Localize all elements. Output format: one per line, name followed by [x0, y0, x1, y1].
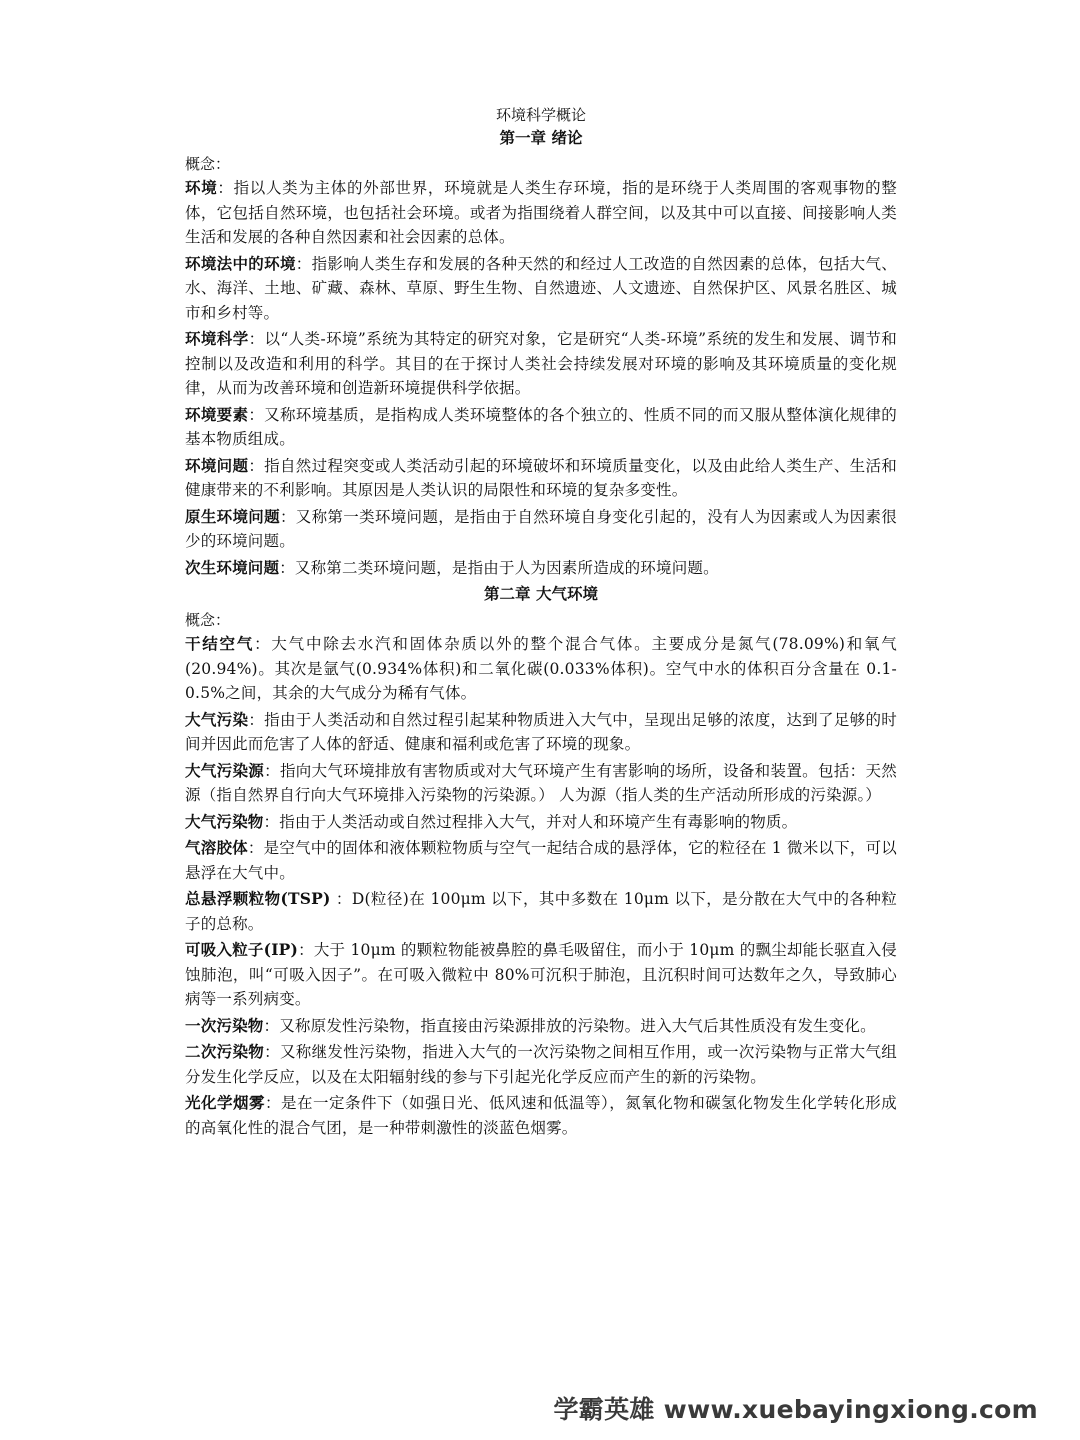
definition-term: 环境法中的环境 [185, 253, 296, 273]
chapter-2 [185, 582, 897, 1140]
definition-term: 二次污染物 [185, 1042, 265, 1061]
definition-term: 可吸入粒子(IP) [185, 940, 299, 959]
definition-text: 指向大气环境排放有害物质或对大气环境产生有害影响的场所，设备和装置。包括：天然源（指自然界自行向大气环境排入污染物的污染源。） 人为源（指人类的生产活动所形成的污染源。） [185, 761, 897, 804]
definition-text: 指由于人类活动或自然过程排入大气，并对人和环境产生有毒影响的物质。 [279, 812, 798, 831]
definition-term: 环境科学 [185, 329, 249, 348]
definition-entry [185, 759, 897, 808]
definition-text: 又称环境基质，是指构成人类环境整体的各个独立的、性质不同的而又服从整体演化规律的基本物质组成。 [185, 405, 897, 448]
definition-text: 是空气中的固体和液体颗粒物质与空气一起结合成的悬浮体，它的粒径在 1 微米以下，可以悬浮在大气中。 [185, 839, 898, 882]
chapter-2-heading: 第二章 大气环境 [484, 584, 598, 603]
definition-separator: ： [330, 890, 352, 908]
definition-text: 指自然过程突变或人类活动引起的环境破坏和环境质量变化，以及由此给人类生产、生活和健康带来的不利影响。其原因是人类认识的局限性和环境的复杂多变性。 [185, 456, 897, 499]
site-watermark: 学霸英雄 www.xuebayingxiong.com [553, 1395, 1038, 1424]
definition-entry [185, 403, 897, 452]
definition-text: 以“人类-环境”系统为其特定的研究对象，它是研究“人类-环境”系统的发生和发展、调节和控制以及改造和利用的科学。其目的在于探讨人类社会持续发展对环境的影响及其环境质量的变化规律，从而为改善环境和创造新环境提供科学依据。 [185, 330, 897, 397]
definition-text: D(粒径)在 100μm 以下，其中多数在 10μm 以下，是分散在大气中的各种粒子的总称。 [185, 890, 897, 933]
definition-text: 大气中除去水汽和固体杂质以外的整个混合气体。主要成分是氮气(78.09%)和氧气(20.94%)。其次是氩气(0.934%体积)和二氧化碳(0.033%体积)。空气中水的体积百分含量在 0.1-0.5%之间，其余的大气成分为稀有气体。 [185, 635, 897, 702]
definition-text: 指以人类为主体的外部世界，环境就是人类生存环境，指的是环绕于人类周围的客观事物的整体，它包括自然环境，也包括社会环境。或者为指围绕着人群空间，以及其中可以直接、间接影响人类生活和发展的各种自然因素和社会因素的总体。 [185, 179, 898, 246]
definition-text: 又称第一类环境问题，是指由于自然环境自身变化引起的，没有人为因素或人为因素很少的环境问题。 [185, 507, 897, 550]
definition-term: 大气污染 [185, 709, 249, 729]
definition-entry [185, 708, 897, 757]
definition-separator: ： [248, 405, 265, 424]
definition-term: 大气污染源 [185, 760, 265, 780]
definition-term: 原生环境问题 [185, 506, 280, 526]
definition-text: 指由于人类活动和自然过程引起某种物质进入大气中，呈现出足够的浓度，达到了足够的时间并因此而危害了人体的舒适、健康和福利或危害了环境的现象。 [185, 710, 897, 753]
definition-term: 一次污染物 [185, 1015, 264, 1035]
definition-text: 又称继发性污染物，指进入大气的一次污染物之间相互作用，或一次污染物与正常大气组分发生化学反应，以及在太阳辐射线的参与下引起光化学反应而产生的新的污染物。 [185, 1043, 897, 1086]
definition-term: 总悬浮颗粒物(TSP) [185, 889, 331, 908]
definition-entry [185, 632, 897, 706]
definition-text: 又称原发性污染物，指直接由污染源排放的污染物。进入大气后其性质没有发生变化。 [279, 1016, 876, 1035]
chapter-1 [185, 126, 897, 580]
definition-separator: ： [248, 710, 265, 729]
chapter-1-heading: 第一章 绪论 [499, 128, 583, 147]
definition-text: 又称第二类环境问题，是指由于人为因素所造成的环境问题。 [294, 558, 719, 577]
definition-term: 环境问题 [185, 455, 249, 475]
definition-entry [185, 252, 897, 326]
definition-separator: ： [298, 941, 314, 959]
definition-term: 环境要素 [185, 404, 249, 424]
definition-text: 大于 10μm 的颗粒物能被鼻腔的鼻毛吸留住，而小于 10μm 的飘尘却能长驱直入侵蚀肺泡，叫“可吸入因子”。在可吸入微粒中 80%可沉积于肺泡，且沉积时间可达数年之久，导致肺心病等一系列病变。 [185, 941, 898, 1008]
definition-separator: ： [247, 839, 264, 857]
definition-text: 指影响人类生存和发展的各种天然的和经过人工改造的自然因素的总体，包括大气、水、海洋、土地、矿藏、森林、草原、野生生物、自然遗迹、人文遗迹、自然保护区、风景名胜区、城市和乡村等。 [185, 254, 897, 322]
definition-entry [185, 556, 897, 581]
definition-term: 大气污染物 [185, 811, 264, 831]
definition-separator: ： [263, 1016, 280, 1035]
definition-entry [185, 938, 897, 1012]
definition-separator: ： [264, 1043, 280, 1061]
definition-entry [185, 1091, 897, 1140]
definition-separator: ： [295, 254, 312, 273]
definition-separator: ： [264, 761, 280, 780]
definition-separator: ： [263, 812, 280, 831]
definition-term: 干结空气 [185, 634, 255, 653]
definition-separator: ： [248, 330, 265, 348]
definition-entry [185, 327, 897, 401]
definition-term: 环境 [185, 178, 218, 197]
definition-separator: ： [279, 507, 296, 526]
chapter-1-concept-label: 概念： [185, 155, 231, 173]
document-page [185, 104, 897, 1142]
definition-separator: ： [254, 635, 272, 653]
definition-separator: ： [248, 456, 265, 475]
definition-entry [185, 810, 897, 835]
definition-entry [185, 1040, 897, 1089]
definition-entry [185, 887, 897, 936]
definition-entry [185, 176, 897, 250]
definition-separator: ： [265, 1094, 282, 1112]
definition-separator: ： [279, 558, 295, 577]
definition-entry [185, 836, 897, 885]
chapter-2-concept-label: 概念： [185, 611, 231, 629]
document-title: 环境科学概论 [495, 106, 586, 124]
definition-entry [185, 454, 897, 503]
definition-entry [185, 1014, 897, 1039]
definition-text: 是在一定条件下（如强日光、低风速和低温等），氮氧化物和碳氢化物发生化学转化形成的高氧化性的混合气团，是一种带刺激性的淡蓝色烟雾。 [185, 1094, 898, 1137]
definition-separator: ： [217, 179, 234, 197]
definition-term: 次生环境问题 [185, 557, 280, 577]
definition-entry [185, 505, 897, 554]
definition-term: 气溶胶体 [185, 838, 248, 857]
definition-term: 光化学烟雾 [185, 1093, 266, 1112]
